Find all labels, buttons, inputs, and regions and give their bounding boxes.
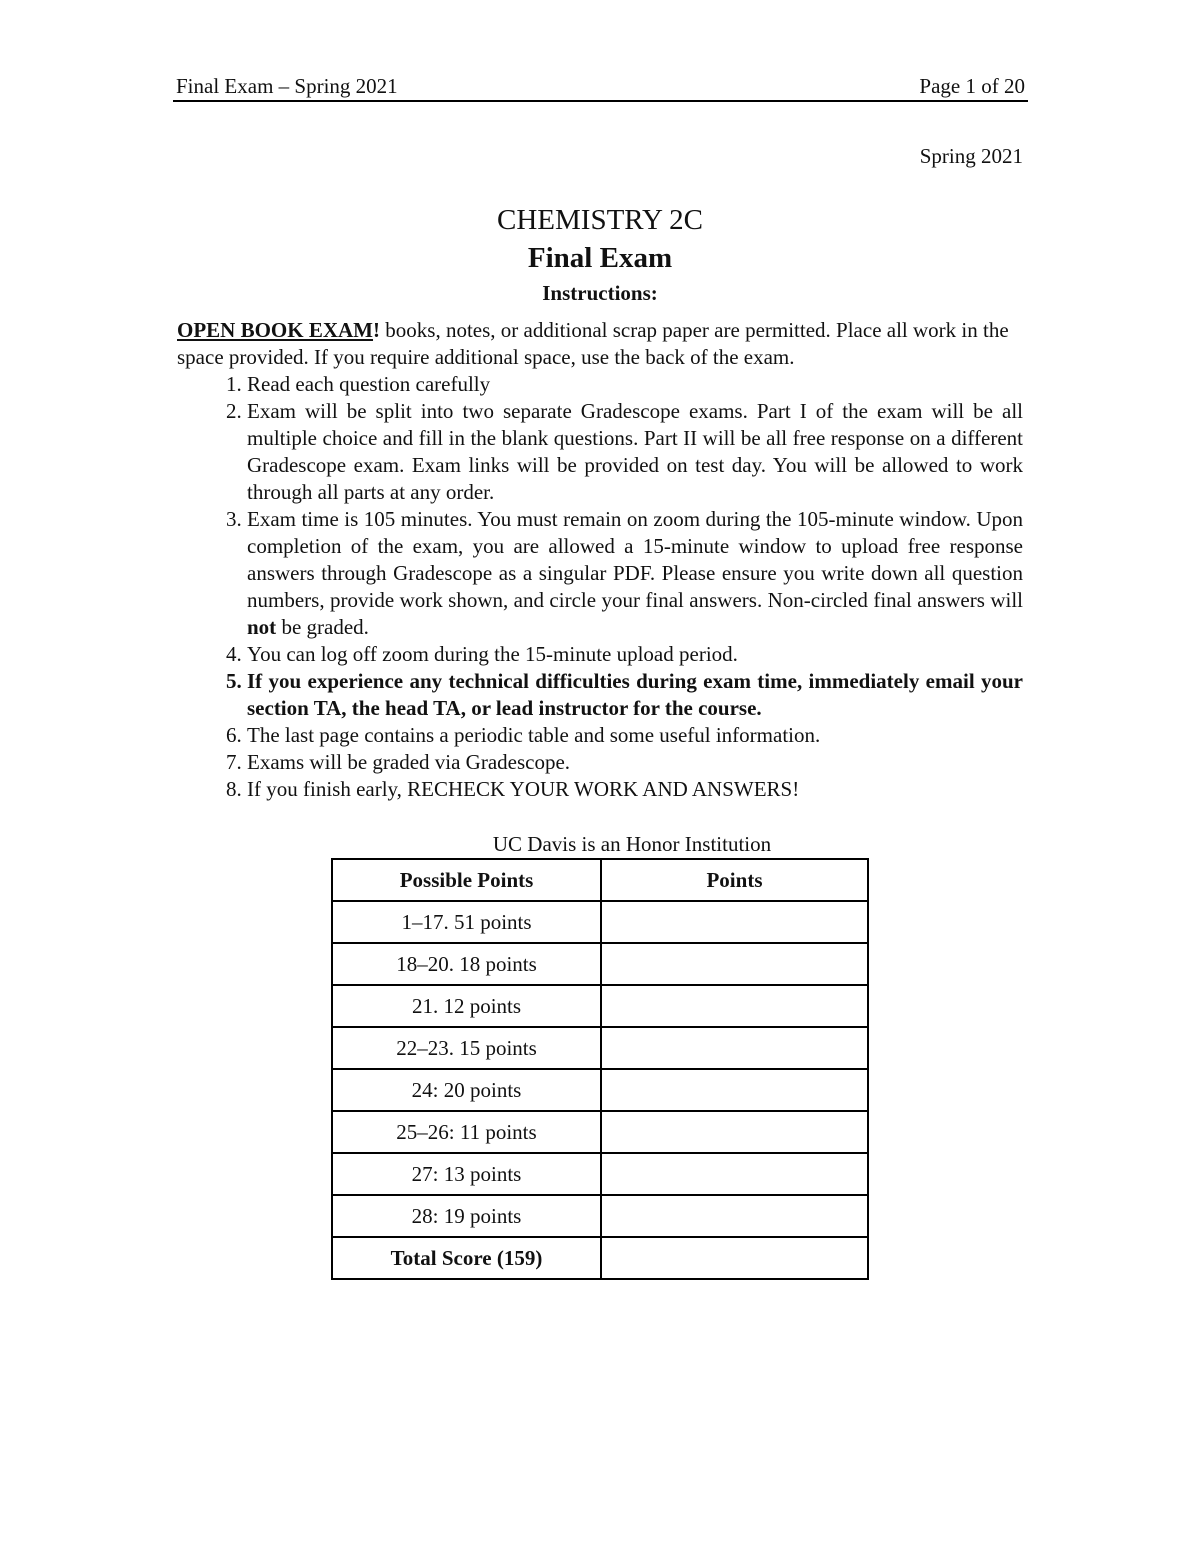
rule-text: You can log off zoom during the 15-minute upload period. xyxy=(247,642,738,666)
possible-points-cell: 28: 19 points xyxy=(332,1195,601,1237)
course-title: CHEMISTRY 2C xyxy=(497,204,703,236)
open-book-label: OPEN BOOK EXAM xyxy=(177,318,374,342)
open-book-bang: ! xyxy=(373,318,381,342)
rule-text: The last page contains a periodic table and some useful information. xyxy=(247,723,821,747)
possible-points-cell: 18–20. 18 points xyxy=(332,943,601,985)
rule-item xyxy=(247,506,1023,641)
rule-item xyxy=(247,749,1023,776)
exam-title: Final Exam xyxy=(527,242,673,274)
possible-points-cell: 24: 20 points xyxy=(332,1069,601,1111)
rule-text: Exam time is 105 minutes. You must remain on zoom during the 105-minute window. Upon completion of the exam, you are allowed a 15-minute window to upload free response answers through Gradescope as a singular PDF. Please ensure you write down all question numbers, provide work shown, and circle your final answers. Non-circled final answers will xyxy=(247,507,1023,612)
rule-text: Exams will be graded via Gradescope. xyxy=(247,750,571,774)
page-header xyxy=(173,72,1028,102)
score-table xyxy=(331,858,869,1280)
points-cell xyxy=(601,901,868,943)
rule-text: If you finish early, RECHECK YOUR WORK AND ANSWERS! xyxy=(247,777,800,801)
rule-item-technical xyxy=(247,668,1023,722)
table-row xyxy=(332,1195,868,1237)
rule-text: Read each question carefully xyxy=(247,372,491,396)
rule-item xyxy=(247,371,1023,398)
points-cell xyxy=(601,1069,868,1111)
points-cell xyxy=(601,1111,868,1153)
instructions-heading: Instructions: xyxy=(542,281,658,305)
intro-paragraph xyxy=(177,317,1027,371)
table-row xyxy=(332,1153,868,1195)
points-cell xyxy=(601,1195,868,1237)
rule-text: Exam will be split into two separate Gradescope exams. Part I of the exam will be all multiple choice and fill in the blank questions. Part II will be all free response on a different Gradescope exam. Exam links will be provided on test day. You will be allowed to work through all parts at any order. xyxy=(247,399,1023,504)
total-score-label: Total Score (159) xyxy=(332,1237,601,1279)
possible-points-cell: 1–17. 51 points xyxy=(332,901,601,943)
intro-text: books, notes, or additional scrap paper are permitted. Place all work in the space provided. If you require additional space, use the back of the exam. xyxy=(177,318,1009,369)
total-points-cell xyxy=(601,1237,868,1279)
header-page-number: Page 1 of 20 xyxy=(919,74,1025,98)
possible-points-cell: 25–26: 11 points xyxy=(332,1111,601,1153)
col-header-points: Points xyxy=(601,859,868,901)
rule-item xyxy=(247,641,1023,668)
col-header-possible-points: Possible Points xyxy=(332,859,601,901)
rule-item xyxy=(247,398,1023,506)
points-cell xyxy=(601,985,868,1027)
rule-item xyxy=(247,776,1023,803)
instructions-list xyxy=(177,371,1023,803)
table-row xyxy=(332,901,868,943)
semester: Spring 2021 xyxy=(919,144,1023,168)
table-row xyxy=(332,1111,868,1153)
table-row xyxy=(332,943,868,985)
points-cell xyxy=(601,1027,868,1069)
table-row xyxy=(332,1069,868,1111)
rule-text: If you experience any technical difficulties during exam time, immediately email your section TA, the head TA, or lead instructor for the course. xyxy=(247,669,1023,720)
possible-points-cell: 22–23. 15 points xyxy=(332,1027,601,1069)
points-cell xyxy=(601,1153,868,1195)
rule-item xyxy=(247,722,1023,749)
table-header-row xyxy=(332,859,868,901)
table-row xyxy=(332,985,868,1027)
rule-text-tail: be graded. xyxy=(276,615,369,639)
table-row xyxy=(332,1027,868,1069)
header-exam-label: Final Exam – Spring 2021 xyxy=(176,74,398,98)
possible-points-cell: 21. 12 points xyxy=(332,985,601,1027)
total-row xyxy=(332,1237,868,1279)
honor-statement: UC Davis is an Honor Institution xyxy=(492,832,772,856)
possible-points-cell: 27: 13 points xyxy=(332,1153,601,1195)
points-cell xyxy=(601,943,868,985)
rule-emphasis-not: not xyxy=(247,615,277,639)
